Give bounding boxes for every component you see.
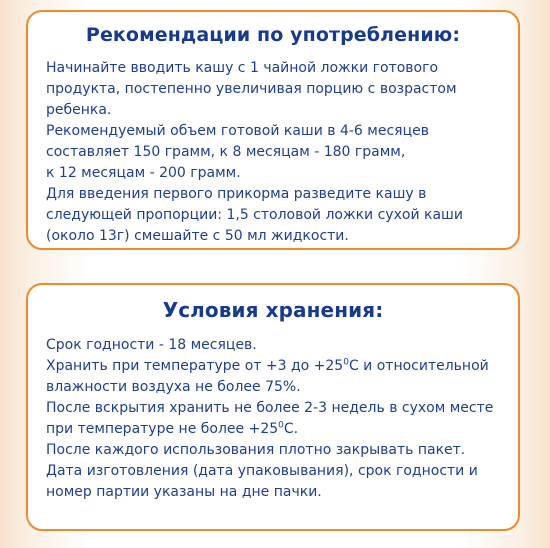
storage-line: После каждого использования плотно закрывать пакет.	[46, 442, 466, 458]
usage-recommendations-card	[26, 10, 520, 250]
usage-line: продукта, постепенно увеличивая порцию с возрастом	[46, 81, 457, 97]
usage-line: Для введения первого прикорма разведите кашу в	[46, 186, 427, 202]
usage-line: к 12 месяцам - 200 грамм.	[46, 165, 241, 181]
storage-max-temperature-text: при температуре не более +25	[46, 421, 279, 437]
storage-line: После вскрытия хранить не более 2-3 недель в сухом месте	[46, 400, 494, 416]
degree-mark: 0	[278, 420, 284, 431]
usage-line: (около 13г) смешайте с 50 мл жидкости.	[46, 228, 349, 244]
usage-line: следующей пропорции: 1,5 столовой ложки сухой каши	[46, 207, 463, 223]
storage-temperature-tail: С и относительной	[348, 358, 489, 374]
usage-line: Начинайте вводить кашу с 1 чайной ложки готового	[46, 60, 439, 76]
storage-max-temperature-tail: С.	[283, 421, 299, 437]
storage-conditions-text	[46, 335, 500, 503]
usage-recommendations-text	[46, 58, 500, 247]
storage-line: Срок годности - 18 месяцев.	[46, 337, 257, 353]
usage-recommendations-title: Рекомендации по употреблению:	[85, 24, 461, 46]
storage-line: номер партии указаны на дне пачки.	[46, 484, 322, 500]
storage-temperature-text: Хранить при температуре от +3 до +25	[46, 358, 344, 374]
storage-line	[46, 356, 500, 377]
storage-line: влажности воздуха не более 75%.	[46, 379, 301, 395]
storage-line	[46, 419, 500, 440]
storage-conditions-title: Условия хранения:	[162, 298, 384, 322]
degree-mark: 0	[343, 357, 349, 368]
usage-line: Рекомендуемый объем готовой каши в 4-6 месяцев	[46, 123, 429, 139]
usage-line: ребенка.	[46, 102, 112, 118]
usage-line: составляет 150 грамм, к 8 месяцам - 180 грамм,	[46, 144, 406, 160]
storage-conditions-card	[26, 283, 520, 531]
storage-line: Дата изготовления (дата упаковывания), срок годности и	[46, 463, 478, 479]
